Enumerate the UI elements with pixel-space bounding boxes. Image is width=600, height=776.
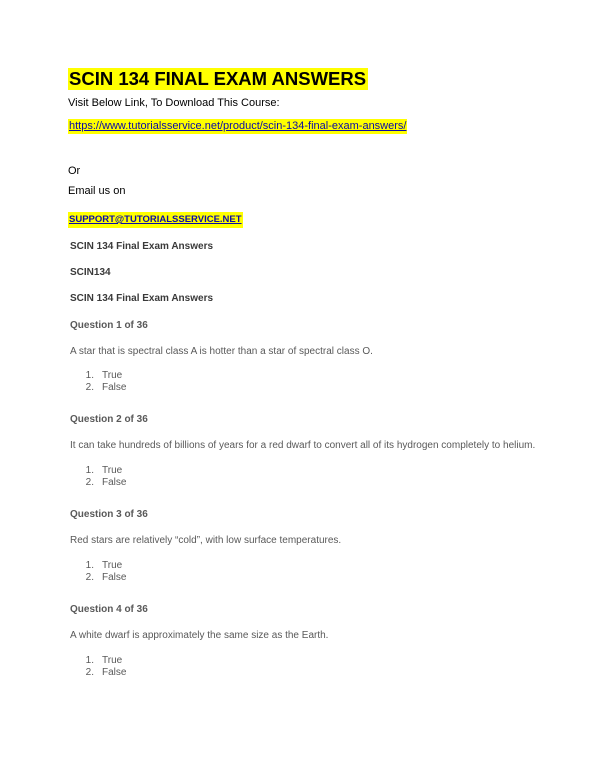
question-text: It can take hundreds of billions of years for a red dwarf to convert all of its hydrogen completely to helium. — [70, 440, 536, 451]
question-label: Question 1 of 36 — [70, 320, 148, 331]
answer-option[interactable] — [70, 382, 126, 394]
option-number: 2. — [85, 382, 94, 393]
support-email-link[interactable]: SUPPORT@TUTORIALSSERVICE.NET — [68, 212, 243, 228]
option-label: True — [102, 370, 123, 381]
question-text: A white dwarf is approximately the same size as the Earth. — [70, 630, 329, 641]
option-number: 2. — [85, 477, 94, 488]
exam-heading-repeat: SCIN 134 Final Exam Answers — [70, 293, 214, 304]
question-text: A star that is spectral class A is hotter than a star of spectral class O. — [70, 346, 373, 357]
answer-option[interactable] — [70, 477, 126, 489]
question-label: Question 4 of 36 — [70, 604, 148, 615]
option-number: 1. — [85, 465, 94, 476]
option-label: True — [102, 655, 123, 666]
answer-option[interactable] — [70, 655, 126, 667]
option-number: 1. — [85, 655, 94, 666]
document-title: SCIN 134 FINAL EXAM ANSWERS — [69, 68, 367, 89]
option-label: True — [102, 560, 123, 571]
option-label: True — [102, 465, 123, 476]
option-label: False — [102, 572, 127, 583]
question-label: Question 2 of 36 — [70, 414, 148, 425]
visit-instruction: Visit Below Link, To Download This Course: — [68, 97, 280, 109]
option-label: False — [102, 667, 127, 678]
course-code: SCIN134 — [70, 267, 111, 278]
course-download-link[interactable]: https://www.tutorialsservice.net/product/scin-134-final-exam-answers/ — [69, 120, 407, 132]
option-label: False — [102, 477, 127, 488]
or-text: Or — [68, 165, 81, 177]
email-label: Email us on — [68, 185, 126, 197]
exam-heading: SCIN 134 Final Exam Answers — [70, 241, 214, 252]
answer-options — [70, 655, 126, 679]
answer-option[interactable] — [70, 370, 126, 382]
answer-options — [70, 370, 126, 394]
question-text: Red stars are relatively “cold”, with low surface temperatures. — [70, 535, 342, 546]
answer-option[interactable] — [70, 465, 126, 477]
option-number: 2. — [85, 572, 94, 583]
question-label: Question 3 of 36 — [70, 509, 148, 520]
answer-option[interactable] — [70, 572, 126, 584]
answer-option[interactable] — [70, 667, 126, 679]
answer-options — [70, 465, 126, 489]
answer-options — [70, 560, 126, 584]
option-number: 1. — [85, 560, 94, 571]
answer-option[interactable] — [70, 560, 126, 572]
option-number: 2. — [85, 667, 94, 678]
option-label: False — [102, 382, 127, 393]
option-number: 1. — [85, 370, 94, 381]
